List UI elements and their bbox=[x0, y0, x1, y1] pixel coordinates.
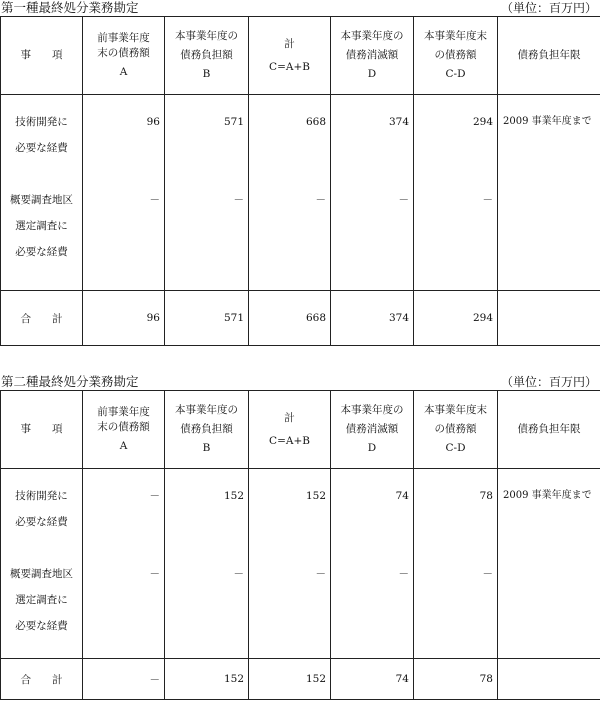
table-row bbox=[1, 95, 600, 291]
header-year-end-debt: 本事業年度末 の債務額 C-D bbox=[414, 391, 498, 469]
section-header bbox=[0, 0, 600, 16]
header-item: 事 項 bbox=[1, 17, 83, 95]
total-d: 74 bbox=[331, 659, 414, 700]
header-item: 事 項 bbox=[1, 391, 83, 469]
limit-cell: 2009 事業年度まで bbox=[498, 469, 600, 659]
limit-cell: 2009 事業年度まで bbox=[498, 95, 600, 291]
header-year-end-debt: 本事業年度末 の債務額 C-D bbox=[414, 17, 498, 95]
value-cell-c: 152 － bbox=[249, 469, 331, 659]
total-label: 合 計 bbox=[1, 659, 83, 700]
header-limit: 債務負担年限 bbox=[498, 391, 600, 469]
section-second-type bbox=[0, 374, 600, 700]
table-row bbox=[1, 469, 600, 659]
section-first-type bbox=[0, 0, 600, 346]
header-prev-debt: 前事業年度 末の債務額 A bbox=[83, 391, 165, 469]
header-new-debt: 本事業年度の 債務負担額 B bbox=[165, 391, 249, 469]
total-b: 571 bbox=[165, 291, 249, 346]
value-cell-e: 294 － bbox=[414, 95, 498, 291]
header-row bbox=[1, 391, 600, 469]
value-cell-b: 152 － bbox=[165, 469, 249, 659]
total-row bbox=[1, 291, 600, 346]
header-total: 計 C=A+B bbox=[249, 391, 331, 469]
total-e: 294 bbox=[414, 291, 498, 346]
section-header bbox=[0, 374, 600, 390]
total-limit bbox=[498, 659, 600, 700]
total-b: 152 bbox=[165, 659, 249, 700]
total-a: 96 bbox=[83, 291, 165, 346]
header-extinguished: 本事業年度の 債務消滅額 D bbox=[331, 391, 414, 469]
value-cell-d: 374 － bbox=[331, 95, 414, 291]
value-cell-d: 74 － bbox=[331, 469, 414, 659]
header-extinguished: 本事業年度の 債務消滅額 D bbox=[331, 17, 414, 95]
value-cell-e: 78 － bbox=[414, 469, 498, 659]
header-prev-debt: 前事業年度 末の債務額 A bbox=[83, 17, 165, 95]
row-label: 技術開発に 必要な経費 概要調査地区 選定調査に 必要な経費 bbox=[1, 95, 83, 291]
value-cell-a: 96 － bbox=[83, 95, 165, 291]
total-d: 374 bbox=[331, 291, 414, 346]
value-cell-b: 571 － bbox=[165, 95, 249, 291]
header-row bbox=[1, 17, 600, 95]
section-title: 第二種最終処分業務勘定 bbox=[1, 374, 139, 389]
total-row bbox=[1, 659, 600, 700]
row-label: 技術開発に 必要な経費 概要調査地区 選定調査に 必要な経費 bbox=[1, 469, 83, 659]
unit-label: （単位：百万円） bbox=[500, 1, 597, 15]
total-label: 合 計 bbox=[1, 291, 83, 346]
total-c: 152 bbox=[249, 659, 331, 700]
value-cell-a: － － bbox=[83, 469, 165, 659]
debt-table bbox=[0, 390, 600, 700]
unit-label: （単位：百万円） bbox=[500, 375, 597, 389]
total-a: － bbox=[83, 659, 165, 700]
header-limit: 債務負担年限 bbox=[498, 17, 600, 95]
value-cell-c: 668 － bbox=[249, 95, 331, 291]
header-new-debt: 本事業年度の 債務負担額 B bbox=[165, 17, 249, 95]
header-total: 計 C=A+B bbox=[249, 17, 331, 95]
total-limit bbox=[498, 291, 600, 346]
total-c: 668 bbox=[249, 291, 331, 346]
section-title: 第一種最終処分業務勘定 bbox=[1, 0, 139, 15]
debt-table bbox=[0, 16, 600, 346]
total-e: 78 bbox=[414, 659, 498, 700]
